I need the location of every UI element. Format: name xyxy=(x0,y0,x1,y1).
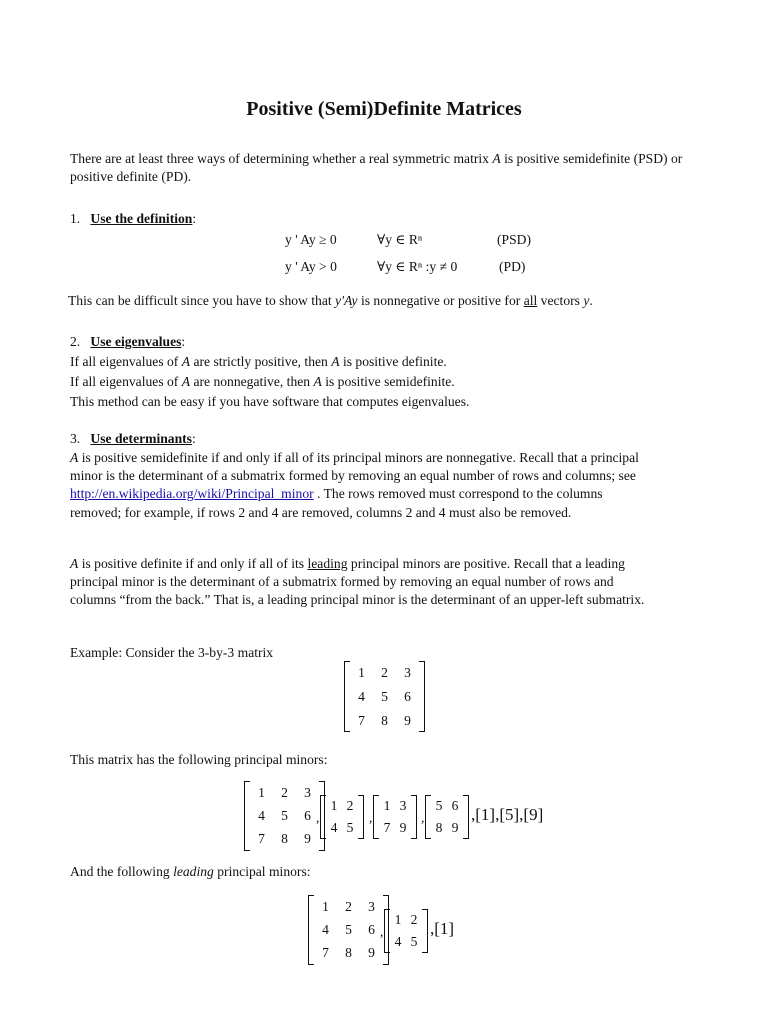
matrix-row xyxy=(326,817,358,839)
matrix-entry: 2 xyxy=(281,784,288,800)
principal-minor-23 xyxy=(425,795,469,839)
matrix-entry: 9 xyxy=(399,820,407,835)
matrix-entry: 1 xyxy=(358,665,365,680)
matrix-entry: 5 xyxy=(381,689,388,704)
principal-minor-link[interactable]: http://en.wikipedia.org/wiki/Principal_minor xyxy=(70,486,314,502)
matrix-entry: 6 xyxy=(404,689,411,704)
comma: , xyxy=(421,810,425,825)
matrix-entry: 3 xyxy=(368,898,375,914)
matrix-entry: 8 xyxy=(435,820,443,835)
pd-quantifier: ∀y ∈ Rⁿ :y ≠ 0 xyxy=(377,259,458,274)
example-label: Example: Consider the 3-by-3 matrix xyxy=(70,645,274,660)
leading-minor-3x3 xyxy=(308,895,389,965)
matrix-entry: 2 xyxy=(345,898,352,914)
comma: , xyxy=(369,810,373,825)
matrix-entry: 9 xyxy=(304,830,311,846)
eigen-line-3: This method can be easy if you have software that computes eigenvalues. xyxy=(70,394,470,409)
matrix-row xyxy=(314,918,383,941)
matrix-entry: 3 xyxy=(399,798,407,813)
matrix-row xyxy=(390,931,422,953)
matrix-entry: 1 xyxy=(322,898,329,914)
leading-minor-12 xyxy=(384,909,428,953)
matrix-entry: 6 xyxy=(304,807,311,823)
pd-tag: (PD) xyxy=(499,259,526,274)
comma: , xyxy=(380,924,384,939)
matrix-entry: 4 xyxy=(394,934,402,949)
principal-minor-3x3 xyxy=(244,781,325,851)
matrix-entry: 5 xyxy=(410,934,418,949)
pd-equation: y ' Ay > 0 xyxy=(285,259,337,274)
section-2-heading: 2. Use eigenvalues: xyxy=(70,334,186,349)
leading-minor-1: ,[1] xyxy=(430,919,455,938)
matrix-row xyxy=(250,781,319,804)
matrix-entry: 7 xyxy=(322,944,329,960)
matrix-row xyxy=(390,909,422,931)
comma: , xyxy=(316,810,320,825)
matrix-row xyxy=(379,795,411,817)
matrix-entry: 4 xyxy=(258,807,265,823)
page-title: Positive (Semi)Definite Matrices xyxy=(246,98,522,120)
matrix-row xyxy=(431,795,463,817)
matrix-entry: 7 xyxy=(258,830,265,846)
matrix-row xyxy=(250,804,319,827)
matrix-entry: 6 xyxy=(451,798,459,813)
matrix-row xyxy=(350,709,419,733)
matrix-entry: 9 xyxy=(451,820,459,835)
example-matrix xyxy=(344,661,425,732)
matrix-row xyxy=(326,795,358,817)
matrix-entry: 1 xyxy=(394,912,402,927)
matrix-entry: 7 xyxy=(383,820,391,835)
matrix-entry: 4 xyxy=(358,689,365,704)
psd-equation: y ' Ay ≥ 0 xyxy=(285,232,337,247)
matrix-entry: 5 xyxy=(345,921,352,937)
psd-tag: (PSD) xyxy=(497,232,531,247)
matrix-entry: 1 xyxy=(330,798,338,813)
matrix-entry: 5 xyxy=(346,820,354,835)
section-3-heading: 3. Use determinants: xyxy=(70,431,196,446)
matrix-entry: 2 xyxy=(410,912,418,927)
matrix-entry: 4 xyxy=(330,820,338,835)
intro-paragraph: There are at least three ways of determining whether a real symmetric matrix A is positive semidefinite (PSD) or positive definite (PD). xyxy=(70,151,683,185)
matrix-entry: 3 xyxy=(304,784,311,800)
matrix-entry: 6 xyxy=(368,921,375,937)
matrix-entry: 9 xyxy=(404,713,411,728)
matrix-entry: 1 xyxy=(258,784,265,800)
matrix-entry: 9 xyxy=(368,944,375,960)
matrix-entry: 2 xyxy=(381,665,388,680)
matrix-entry: 8 xyxy=(281,830,288,846)
matrix-entry: 5 xyxy=(435,798,443,813)
matrix-entry: 3 xyxy=(404,665,411,680)
definition-note: This can be difficult since you have to show that y'Ay is nonnegative or positive for all vectors y. xyxy=(68,293,593,308)
matrix-entry: 7 xyxy=(358,713,365,728)
principal-minors-label: This matrix has the following principal minors: xyxy=(70,752,328,767)
matrix-row xyxy=(250,827,319,850)
matrix-row xyxy=(431,817,463,839)
matrix-row xyxy=(350,685,419,709)
matrix-entry: 2 xyxy=(346,798,354,813)
matrix-entry: 4 xyxy=(322,921,329,937)
section-1-heading: 1. Use the definition: xyxy=(70,211,197,226)
matrix-row xyxy=(350,661,419,685)
principal-minor-12 xyxy=(320,795,364,839)
leading-minors-label: And the following leading principal minors: xyxy=(70,864,311,879)
matrix-row xyxy=(379,817,411,839)
eigen-line-2: If all eigenvalues of A are nonnegative, then A is positive semidefinite. xyxy=(70,374,455,389)
pd-determinant-paragraph: A is positive definite if and only if all of its leading principal minors are positive. Recall that a leading principal minor is the determinant of a submatrix formed by removing an equal number of rows and columns “from the back.” That is, a leading principal minor is the determinant of an upper-left submatrix. xyxy=(70,556,645,608)
matrix-row xyxy=(314,941,383,964)
matrix-row xyxy=(314,895,383,918)
matrix-entry: 5 xyxy=(281,807,288,823)
principal-minor-13 xyxy=(373,795,417,839)
psd-quantifier: ∀y ∈ Rⁿ xyxy=(377,232,423,247)
matrix-entry: 8 xyxy=(381,713,388,728)
eigen-line-1: If all eigenvalues of A are strictly positive, then A is positive definite. xyxy=(70,354,447,369)
single-minors: ,[1],[5],[9] xyxy=(471,805,544,824)
matrix-entry: 1 xyxy=(383,798,391,813)
psd-determinant-paragraph: A is positive semidefinite if and only if all of its principal minors are nonnegative. Recall that a principal minor is the determinant of a submatrix formed by removing an equal number of rows and columns; see http://en.wikipedia.org/wiki/Principal_minor . The rows removed must correspond to the columns removed; for example, if rows 2 and 4 are removed, columns 2 and 4 must also be removed. xyxy=(70,450,639,520)
matrix-entry: 8 xyxy=(345,944,352,960)
